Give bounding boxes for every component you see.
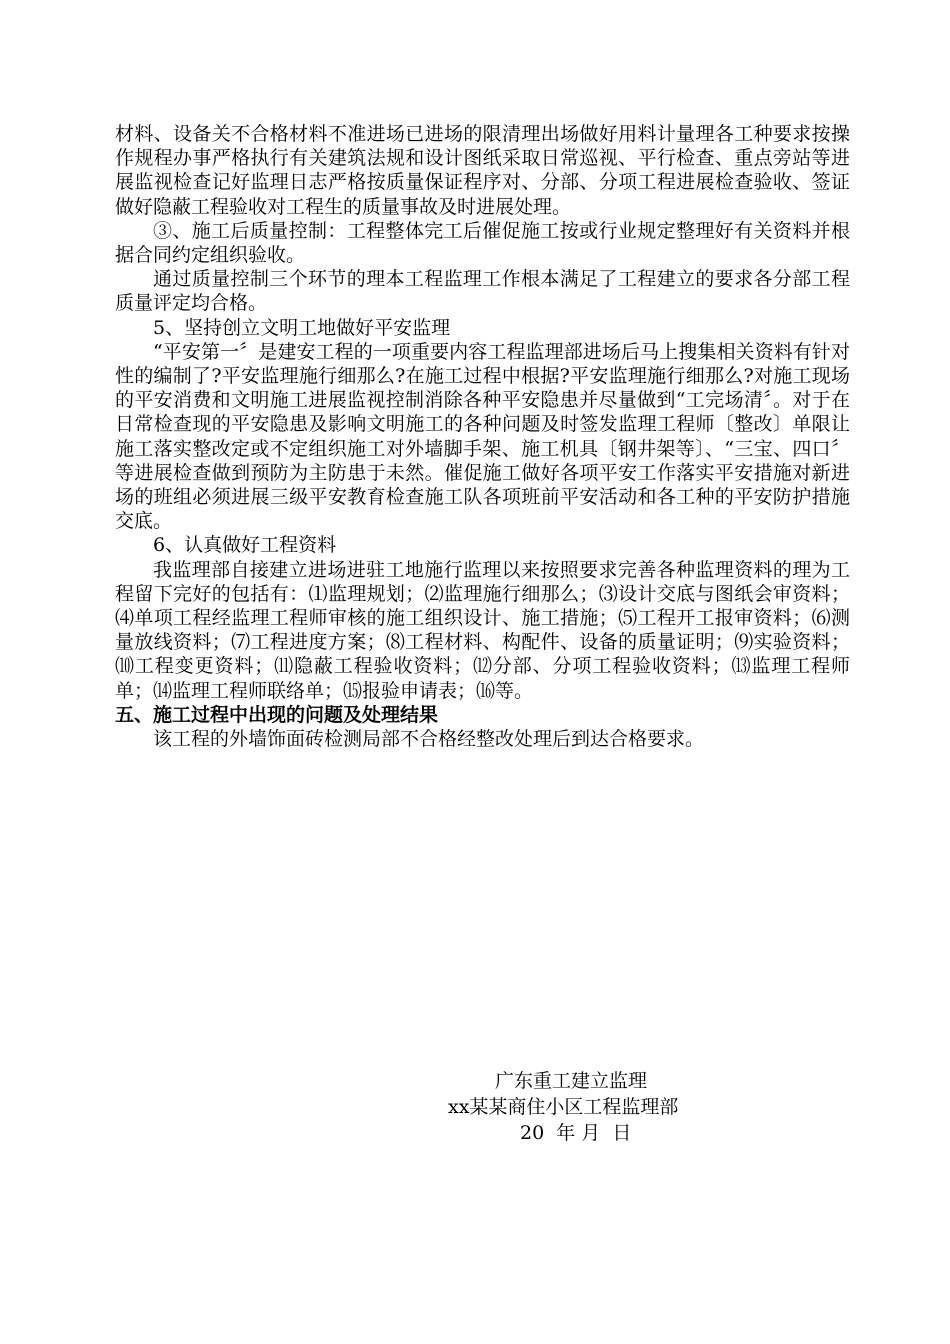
paragraph-quality-summary: 通过质量控制三个环节的理本工程监理工作根本满足了工程建立的要求各分部工程质量评定均合格。 — [115, 268, 850, 315]
section-heading: 五、施工过程中出现的问题及处理结果 — [115, 703, 439, 726]
paragraph-material-control: 材料、设备关不合格材料不准进场已进场的限清理出场做好用料计量理各工种要求按操作规程办事严格执行有关建筑法规和设计图纸采取日常巡视、平行检查、重点旁站等进展监视检查记好监理日志严格按质量保证程序对、分部、分项工程进展检查验收、签证做好隐蔽工程验收对工程生的质量事故及时进展处理。 — [115, 123, 850, 218]
signature-department: xx某某商住小区工程监理部 — [448, 1096, 679, 1118]
paragraph-safety-first: “平安第一〞是建安工程的一项重要内容工程监理部进场后马上搜集相关资料有针对性的编制了?平安监理施行细那么?在施工过程中根据?平安监理施行细那么?对施工现场的平安消费和文明施工进展监视控制消除各种平安隐患并尽量做到“工完场清〞。对于在日常检查现的平安隐患及影响文明施工的各种问题及时签发监理工程师〔整改〕单限让施工落实整改定或不定组织施工对外墙脚手架、施工机具〔钢井架等〕、“三宝、四口〞等进展检查做到预防为主防患于未然。催促施工做好各项平安工作落实平安措施对新进场的班组必须进展三级平安教育检查施工队各项班前平安活动和各工种的平安防护措施交底。 — [115, 340, 850, 533]
paragraph-post-construction-quality: ③、施工后质量控制：工程整体完工后催促施工按或行业规定整理好有关资料并根据合同约定组织验收。 — [115, 219, 850, 267]
document-body — [115, 122, 850, 751]
signature-date: 20 年 月 日 — [520, 1122, 632, 1144]
paragraph-records-list: 我监理部自接建立进场进驻工地施行监理以来按照要求完善各种监理资料的理为工程留下完好的包括有：⑴监理规划；⑵监理施行细那么；⑶设计交底与图纸会审资料；⑷单项工程经监理工程师审核的施工组织设计、施工措施；⑸工程开工报审资料；⑹测量放线资料；⑺工程进度方案；⑻工程材料、构配件、设备的质量证明；⑼实验资料；⑽工程变更资料；⑾隐蔽工程验收资料；⑿分部、分项工程验收资料；⒀监理工程师单；⒁监理工程师联络单；⒂报验申请表；⒃等。 — [115, 558, 850, 702]
signature-company: 广东重工建立监理 — [495, 1070, 648, 1092]
subheading-safety-supervision: 5、坚持创立文明工地做好平安监理 — [153, 316, 451, 339]
subheading-project-records: 6、认真做好工程资料 — [153, 534, 337, 557]
section-paragraph: 该工程的外墙饰面砖检测局部不合格经整改处理后到达合格要求。 — [153, 728, 705, 751]
